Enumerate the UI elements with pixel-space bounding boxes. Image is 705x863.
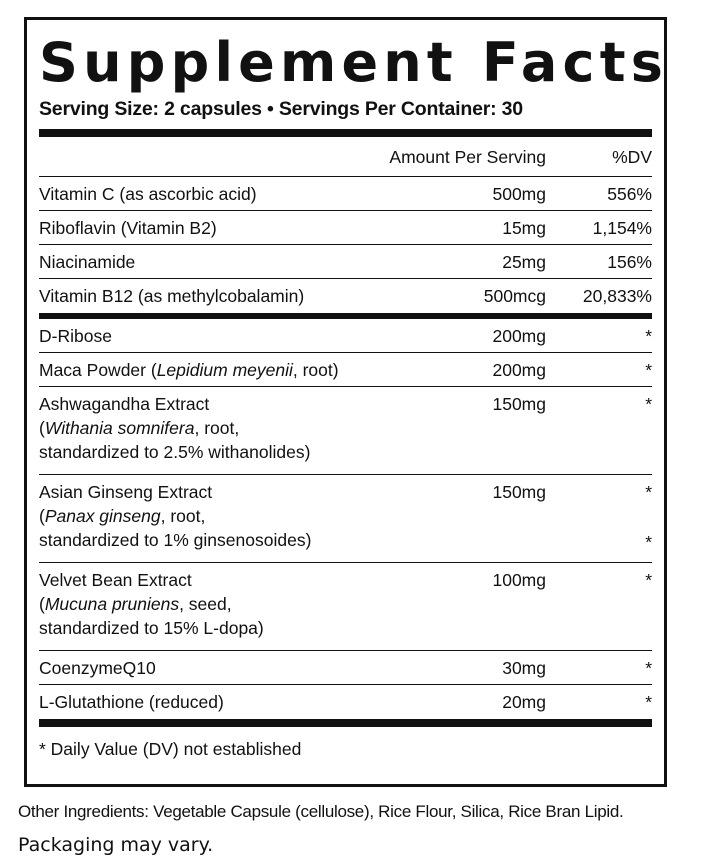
- ingredient-dv: *: [645, 394, 652, 414]
- ingredient-dv-stack: [562, 480, 652, 554]
- ingredient-name: Ashwagandha Extract (Withania somnifera, root, standardized to 2.5% withanolides): [39, 394, 311, 462]
- latin-name: Lepidium meyenii: [156, 360, 293, 380]
- packaging-note: Packaging may vary.: [18, 834, 214, 856]
- nutrient-amount: 500mcg: [483, 286, 546, 306]
- ingredient-row-velvet-bean: [39, 563, 652, 651]
- nutrient-name: Vitamin B12 (as methylcobalamin): [39, 286, 305, 306]
- nutrient-name: Vitamin C (as ascorbic acid): [39, 184, 257, 204]
- ingredient-name: CoenzymeQ10: [39, 658, 156, 678]
- latin-name: Mucuna pruniens: [44, 594, 180, 614]
- supplement-facts-panel: [24, 17, 667, 787]
- ingredient-amount: 200mg: [492, 326, 546, 346]
- footnote: * Daily Value (DV) not established: [39, 739, 302, 759]
- ingredient-row-ashwagandha: [39, 387, 652, 475]
- nutrient-dv: 1,154%: [592, 218, 652, 238]
- thick-divider: [39, 129, 652, 137]
- ingredient-amount: 150mg: [492, 394, 546, 414]
- ingredient-row-glutathione: [39, 685, 652, 719]
- nutrient-name: Niacinamide: [39, 252, 136, 272]
- nutrient-row-vitamin-c: [39, 177, 652, 211]
- bottom-divider: [39, 719, 652, 727]
- ingredient-row-coq10: [39, 651, 652, 685]
- ingredient-amount: 20mg: [502, 692, 546, 712]
- ingredient-dv: *: [645, 570, 652, 590]
- column-header-row: [39, 137, 652, 177]
- other-ingredients: Other Ingredients: Vegetable Capsule (cellulose), Rice Flour, Silica, Rice Bran Lipid.: [18, 802, 624, 821]
- ingredient-dv: *: [645, 658, 652, 678]
- ingredient-name: Velvet Bean Extract (Mucuna pruniens, seed, standardized to 15% L-dopa): [39, 570, 264, 638]
- ingredient-row-asian-ginseng: [39, 475, 652, 563]
- ingredient-dv: *: [645, 482, 652, 502]
- nutrient-dv: 556%: [607, 184, 652, 204]
- nutrient-row-vitamin-b12: [39, 279, 652, 313]
- nutrient-amount: 25mg: [502, 252, 546, 272]
- ingredient-amount: 30mg: [502, 658, 546, 678]
- ingredient-dv-secondary: *: [645, 532, 652, 552]
- nutrient-dv: 156%: [607, 252, 652, 272]
- ingredient-row-maca: [39, 353, 652, 387]
- ingredient-name: Maca Powder (Lepidium meyenii, root): [39, 360, 339, 380]
- nutrient-row-niacinamide: [39, 245, 652, 279]
- ingredient-amount: 150mg: [492, 482, 546, 502]
- latin-name: Withania somnifera: [44, 418, 195, 438]
- serving-info: Serving Size: 2 capsules • Servings Per Container: 30: [39, 98, 523, 120]
- nutrient-name: Riboflavin (Vitamin B2): [39, 218, 217, 238]
- ingredient-name: Asian Ginseng Extract (Panax ginseng, root, standardized to 1% ginsenosoides): [39, 482, 312, 550]
- ingredient-dv: *: [645, 360, 652, 380]
- dv-header: %DV: [612, 147, 652, 167]
- ingredient-name: L-Glutathione (reduced): [39, 692, 224, 712]
- ingredient-dv: *: [645, 692, 652, 712]
- nutrient-row-riboflavin: [39, 211, 652, 245]
- ingredient-dv: *: [645, 326, 652, 346]
- latin-name: Panax ginseng: [44, 506, 161, 526]
- amount-header: Amount Per Serving: [389, 147, 546, 167]
- nutrient-amount: 500mg: [492, 184, 546, 204]
- nutrient-dv: 20,833%: [582, 286, 652, 306]
- ingredient-row-d-ribose: [39, 319, 652, 353]
- panel-title: Supplement Facts: [39, 31, 669, 94]
- nutrient-amount: 15mg: [502, 218, 546, 238]
- ingredient-amount: 100mg: [492, 570, 546, 590]
- ingredient-name: D-Ribose: [39, 326, 112, 346]
- ingredient-amount: 200mg: [492, 360, 546, 380]
